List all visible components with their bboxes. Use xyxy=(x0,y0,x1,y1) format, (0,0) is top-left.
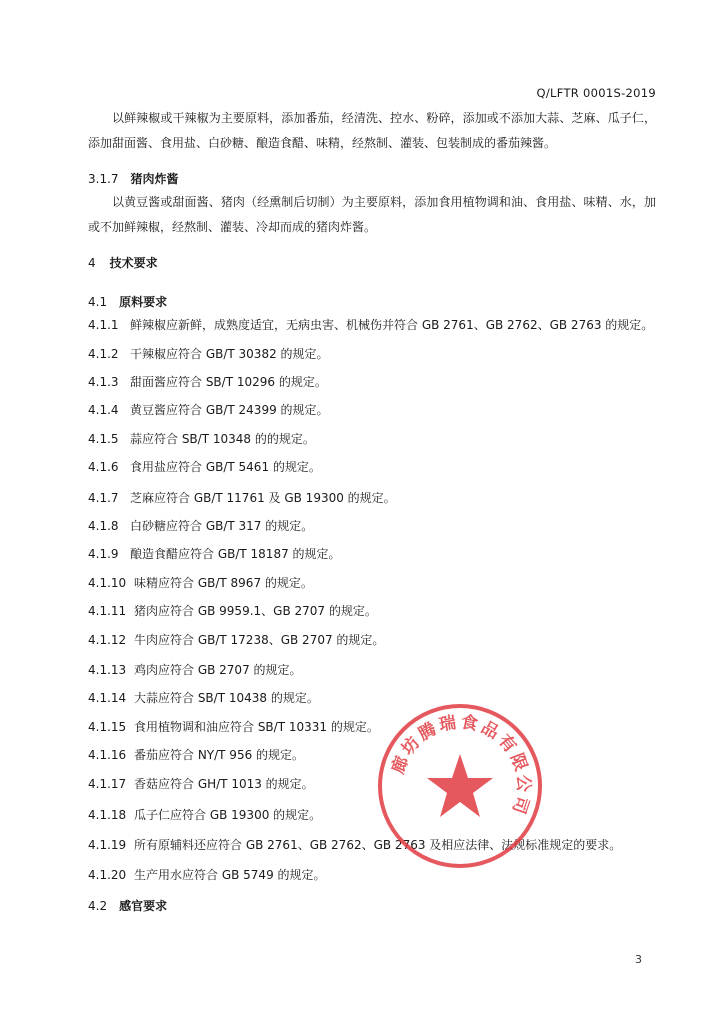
requirement-item xyxy=(88,602,377,619)
document-code: Q/LFTR 0001S-2019 xyxy=(536,86,656,100)
requirement-text: 白砂糖应符合 GB/T 317 的规定。 xyxy=(130,519,314,533)
heading-number: 4.2 xyxy=(88,899,108,913)
heading-number: 4.1 xyxy=(88,295,108,309)
requirement-text: 鲜辣椒应新鲜，成熟度适宜，无病虫害、机械伤并符合 GB 2761、GB 2762、GB 2763 的规定。 xyxy=(130,318,654,332)
page-number: 3 xyxy=(635,953,642,966)
requirement-item xyxy=(88,345,329,362)
requirement-item xyxy=(88,689,319,706)
requirement-text: 酿造食醋应符合 GB/T 18187 的规定。 xyxy=(130,547,341,561)
requirement-text: 番茄应符合 NY/T 956 的规定。 xyxy=(134,748,305,762)
requirement-text: 鸡肉应符合 GB 2707 的规定。 xyxy=(134,663,302,677)
requirement-item xyxy=(88,316,653,333)
requirement-number: 4.1.19 xyxy=(88,838,127,852)
heading-number: 3.1.7 xyxy=(88,172,119,186)
requirement-number: 4.1.17 xyxy=(88,777,127,791)
requirement-number: 4.1.6 xyxy=(88,460,119,474)
requirement-item xyxy=(88,430,315,447)
requirement-number: 4.1.13 xyxy=(88,663,127,677)
requirement-number: 4.1.7 xyxy=(88,491,119,505)
requirement-text: 猪肉应符合 GB 9959.1、GB 2707 的规定。 xyxy=(134,604,377,618)
heading-title: 猪肉炸酱 xyxy=(130,172,179,186)
heading-4-2 xyxy=(88,897,167,914)
requirement-number: 4.1.4 xyxy=(88,403,119,417)
heading-4 xyxy=(88,254,158,271)
requirement-number: 4.1.11 xyxy=(88,604,127,618)
requirement-item xyxy=(88,458,321,475)
requirement-text: 食用盐应符合 GB/T 5461 的规定。 xyxy=(130,460,321,474)
requirement-text: 生产用水应符合 GB 5749 的规定。 xyxy=(134,868,326,882)
requirement-number: 4.1.9 xyxy=(88,547,119,561)
requirement-item xyxy=(88,866,326,883)
requirement-item xyxy=(88,718,379,735)
requirement-text: 芝麻应符合 GB/T 11761 及 GB 19300 的规定。 xyxy=(130,491,396,505)
requirement-item xyxy=(88,373,327,390)
requirement-item xyxy=(88,517,313,534)
requirement-number: 4.1.18 xyxy=(88,808,127,822)
requirement-number: 4.1.20 xyxy=(88,868,127,882)
svg-text:廊坊腾瑞食品有限公司: 廊坊腾瑞食品有限公司 xyxy=(388,712,534,819)
requirement-item xyxy=(88,401,329,418)
heading-3-1-7 xyxy=(88,170,179,187)
requirement-number: 4.1.2 xyxy=(88,347,119,361)
requirement-number: 4.1.15 xyxy=(88,720,127,734)
company-seal xyxy=(376,702,544,870)
requirement-text: 瓜子仁应符合 GB 19300 的规定。 xyxy=(134,808,322,822)
seal-icon xyxy=(376,702,544,870)
requirement-number: 4.1.12 xyxy=(88,633,127,647)
requirement-number: 4.1.5 xyxy=(88,432,119,446)
requirement-number: 4.1.8 xyxy=(88,519,119,533)
paragraph-3-1-6: 以鲜辣椒或干辣椒为主要原料，添加番茄，经清洗、控水、粉碎，添加或不添加大蒜、芝麻、瓜子仁，添加甜面酱、食用盐、白砂糖、酿造食醋、味精，经熬制、灌装、包装制成的番茄辣酱。 xyxy=(88,111,656,150)
requirement-item xyxy=(88,489,396,506)
requirement-text: 牛肉应符合 GB/T 17238、GB 2707 的规定。 xyxy=(134,633,385,647)
requirement-number: 4.1.16 xyxy=(88,748,127,762)
requirement-text: 香菇应符合 GH/T 1013 的规定。 xyxy=(134,777,314,791)
requirement-item xyxy=(88,746,304,763)
requirement-text: 大蒜应符合 SB/T 10438 的规定。 xyxy=(134,691,319,705)
heading-title: 技术要求 xyxy=(109,256,158,270)
heading-title: 感官要求 xyxy=(119,899,168,913)
requirement-text: 食用植物调和油应符合 SB/T 10331 的规定。 xyxy=(134,720,379,734)
heading-4-1 xyxy=(88,293,167,310)
requirement-text: 蒜应符合 SB/T 10348 的的规定。 xyxy=(130,432,315,446)
requirement-text: 干辣椒应符合 GB/T 30382 的规定。 xyxy=(130,347,329,361)
requirement-item xyxy=(88,545,341,562)
paragraph-3-1-7: 以黄豆酱或甜面酱、猪肉（经熏制后切制）为主要原料，添加食用植物调和油、食用盐、味精、水，加或不加鲜辣椒，经熬制、灌装、冷却而成的猪肉炸酱。 xyxy=(88,195,656,234)
requirement-text: 黄豆酱应符合 GB/T 24399 的规定。 xyxy=(130,403,329,417)
requirement-item xyxy=(88,775,314,792)
requirement-number: 4.1.3 xyxy=(88,375,119,389)
requirement-text: 所有原辅料还应符合 GB 2761、GB 2762、GB 2763 及相应法律、法规标准规定的要求。 xyxy=(134,838,622,852)
requirement-text: 味精应符合 GB/T 8967 的规定。 xyxy=(134,576,313,590)
requirement-item xyxy=(88,661,302,678)
heading-title: 原料要求 xyxy=(119,295,168,309)
requirement-text: 甜面酱应符合 SB/T 10296 的规定。 xyxy=(130,375,327,389)
requirement-number: 4.1.1 xyxy=(88,318,119,332)
requirement-item xyxy=(88,574,313,591)
heading-number: 4 xyxy=(88,256,96,270)
requirement-item xyxy=(88,806,321,823)
requirement-number: 4.1.10 xyxy=(88,576,127,590)
requirement-number: 4.1.14 xyxy=(88,691,127,705)
requirement-item xyxy=(88,631,384,648)
